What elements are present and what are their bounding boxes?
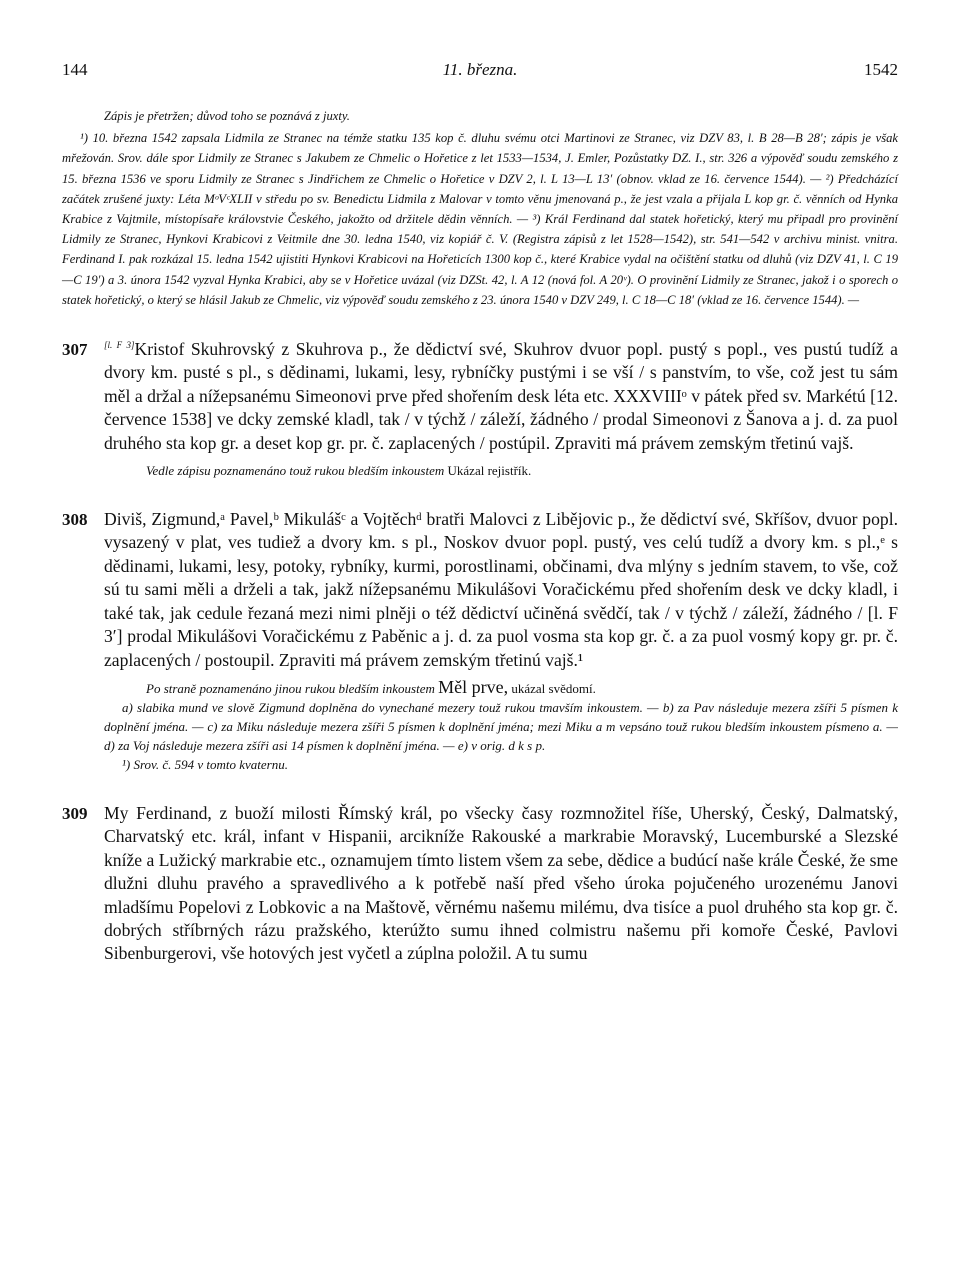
entry-remark xyxy=(104,678,898,774)
entry-remark xyxy=(104,461,898,480)
entry-footnotes: a) slabika mund ve slově Zigmund doplněna do vynechané mezery touž rukou tmavším inkoustem. — b) za Pav následuje mezera zšíři 5 písmen k doplnění jména. — c) za Miku následuje mezera zšíři 5 písmen k doplnění jména; mezi Miku a m vepsáno touž rukou bledším inkoustem písmeno a. — d) za Voj následuje mezera zšíři asi 14 písmen k doplnění jména. — e) v orig. d k s p. xyxy=(104,699,898,753)
entry-309 xyxy=(62,802,898,966)
entry-308 xyxy=(62,508,898,774)
page-date: 11. března. xyxy=(442,60,518,79)
remark-end: ukázal svědomí. xyxy=(511,680,596,696)
preface-footnote: ¹) 10. března 1542 zapsala Lidmila ze Stranec na témže statku 135 kop č. dluhu svému otci Martinovi ze Stranec, viz DZV 83, l. B 28—B 28′; zápis je však mřežován. Srov. dále spor Lidmily ze Stranec s Jakubem ze Chmelic o Hořetice z let 1533—1534, J. Emler, Pozůstatky DZ. I., str. 326 a výpověď soudu zemského z 15. března 1536 ve sporu Lidmily ze Stranec s Jindřichem ze Chmelic o Hořetice v DZV 2, l. L 13—L 13′ (obnov. vklad ze 16. července 1544). — ²) Předcházící začátek zrušené juxty: Léta MᵒVᶜXLII v středu po sv. Benedictu Lidmila z Malovar v tomto věnu jmenovaná p., že jest vzala a přijala L kop gr. č. věnních od Hynka Krabice z Vajtmile, místopísaře královstvie Českého, jakožto od držitele dědin věnních. — ³) Král Ferdinand dal statek hořetický, který mu připadl pro provinění Lidmily ze Stranec, Hynkovi Krabicovi z Veitmile dne 30. ledna 1540, viz kopiář č. V. (Registra zápisů z let 1528—1542), str. 541—542 v archivu minist. vnitra. Ferdinand I. pak rozkázal 15. ledna 1542 ujistiti Hynkovi Krabicovi na Hořeticích 1300 kop č., které Krabice vydal na očištění statku od dluhů (viz DZV 41, l. C 19—C 19′) a 3. února 1542 vyzval Hynka Krabici, aby se v Hořetice uvázal (viz DZSt. 42, l. A 12 (nová fol. A 20ᵛ). O provinění Lidmily ze Stranec, jakož i o sporech o statek hořetický, o který se hlásil Jakub ze Chmelic, viz výpověď soudu zemského z 23. února 1540 v DZV 249, l. C 18—C 18′ (vklad ze 16. července 1544). — xyxy=(62,131,898,307)
entry-body: My Ferdinand, z buoží milosti Římský král, po všecky časy rozmnožitel říše, Uherský, Český, Dalmatský, Charvatský etc. král, infant v Hispanii, arcikníže Rakouské a markrabie Moravský, Lucemburské a Slezské kníže a Lužický markrabie etc., oznamujem tímto listem všem za sebe, dědice a budúcí naše krále České, že sme dlužni dluhu pravého a spravedlivého a k potřebě naší před všeho úroka pojučeného urozenému Janovi mladšímu Popelovi z Lobkovic a na Maštově, věrnému našemu milému, dva tisíce a puol druhého sta kop gr. č. dobrých stříbrných rázu pražského, kterúžto sumu ihned colmistru našemu při komoře České, Pavlovi Sibenburgerovi, vše hotových jest vyčetl a zúplna položil. A tu sumu xyxy=(104,802,898,964)
entry-text xyxy=(104,338,898,455)
remark-plain: Ukázal rejistřík. xyxy=(447,463,532,479)
entry-number: 308 xyxy=(62,510,88,530)
entry-number: 307 xyxy=(62,340,88,360)
page-header xyxy=(62,60,898,86)
folio-mark: [l. F 3] xyxy=(104,340,135,351)
entry-body: Kristof Skuhrovský z Skuhrova p., že dědictví své, Skuhrov dvuor popl. pustý s popl., ves pustú tudíž a dvory km. pusté s pl., s dědinami, lukami, lesy, rybníčky pustými i se vší / s panstvím, to vše, což jest tu sám měl a držal a nížepsanému Simeonovi prve před shořením desk léta etc. XXXVIIIᵒ v pátek před sv. Markétú [12. července 1538] ve dcky zemské kladl, tak / v týchž / záleží, žádného / prodal Simeonovi z Šanova a j. d. za puol druhého sta kop gr. a deset kop gr. pr. č. zaplacených / postúpil. Zpraviti má právem zemským třetinú vajš. xyxy=(104,339,898,453)
document-page xyxy=(62,60,898,966)
page-number: 144 xyxy=(62,60,88,79)
entry-307 xyxy=(62,338,898,480)
remark-big: Měl prve, xyxy=(438,676,509,697)
entry-number: 309 xyxy=(62,803,88,823)
remark-italic: Po straně poznamenáno jinou rukou bledším inkoustem xyxy=(146,680,435,696)
preface-line: Zápis je přetržen; důvod toho se poznává z juxty. xyxy=(104,109,350,123)
preface-notes xyxy=(62,106,898,310)
entry-note: ¹) Srov. č. 594 v tomto kvaternu. xyxy=(122,756,288,772)
entry-body: Diviš, Zigmund,ᵃ Pavel,ᵇ Mikulášᶜ a Vojtěchᵈ bratři Malovci z Libějovic p., že dědictví své, Skříšov, dvuor popl. vysazený v plat, ves tudiež a dvory km. s pl., Noskov dvuor popl. pustý, ves celú tudíž a dvory km. s pl.,ᵉ s dědinami, lukami, lesy, potoky, rybníky, kurmi, porostlinami, občinami, dva mlýny s jedním stavem, to vše, což sú tu sami měli a drželi a tak, jakž nížepsanému Mikulášovi Voračickému před shořením desk ve dcky kladl, i také tak, jak cedule řezaná mezi nimi plněji o též dědictví učiněná svědčí, tak / v týchž / záleží, žádného / [l. F 3′] prodal Mikulášovi Voračickému z Paběnic a j. d. za puol vosma sta kop gr. č. a za puol vosmý kopy gr. pr. č. zaplacených / postoupil. Zpraviti má právem zemským třetinú vajš.¹ xyxy=(104,509,898,670)
remark-italic: Vedle zápisu poznamenáno touž rukou bledším inkoustem xyxy=(146,463,445,479)
page-year: 1542 xyxy=(864,60,898,79)
